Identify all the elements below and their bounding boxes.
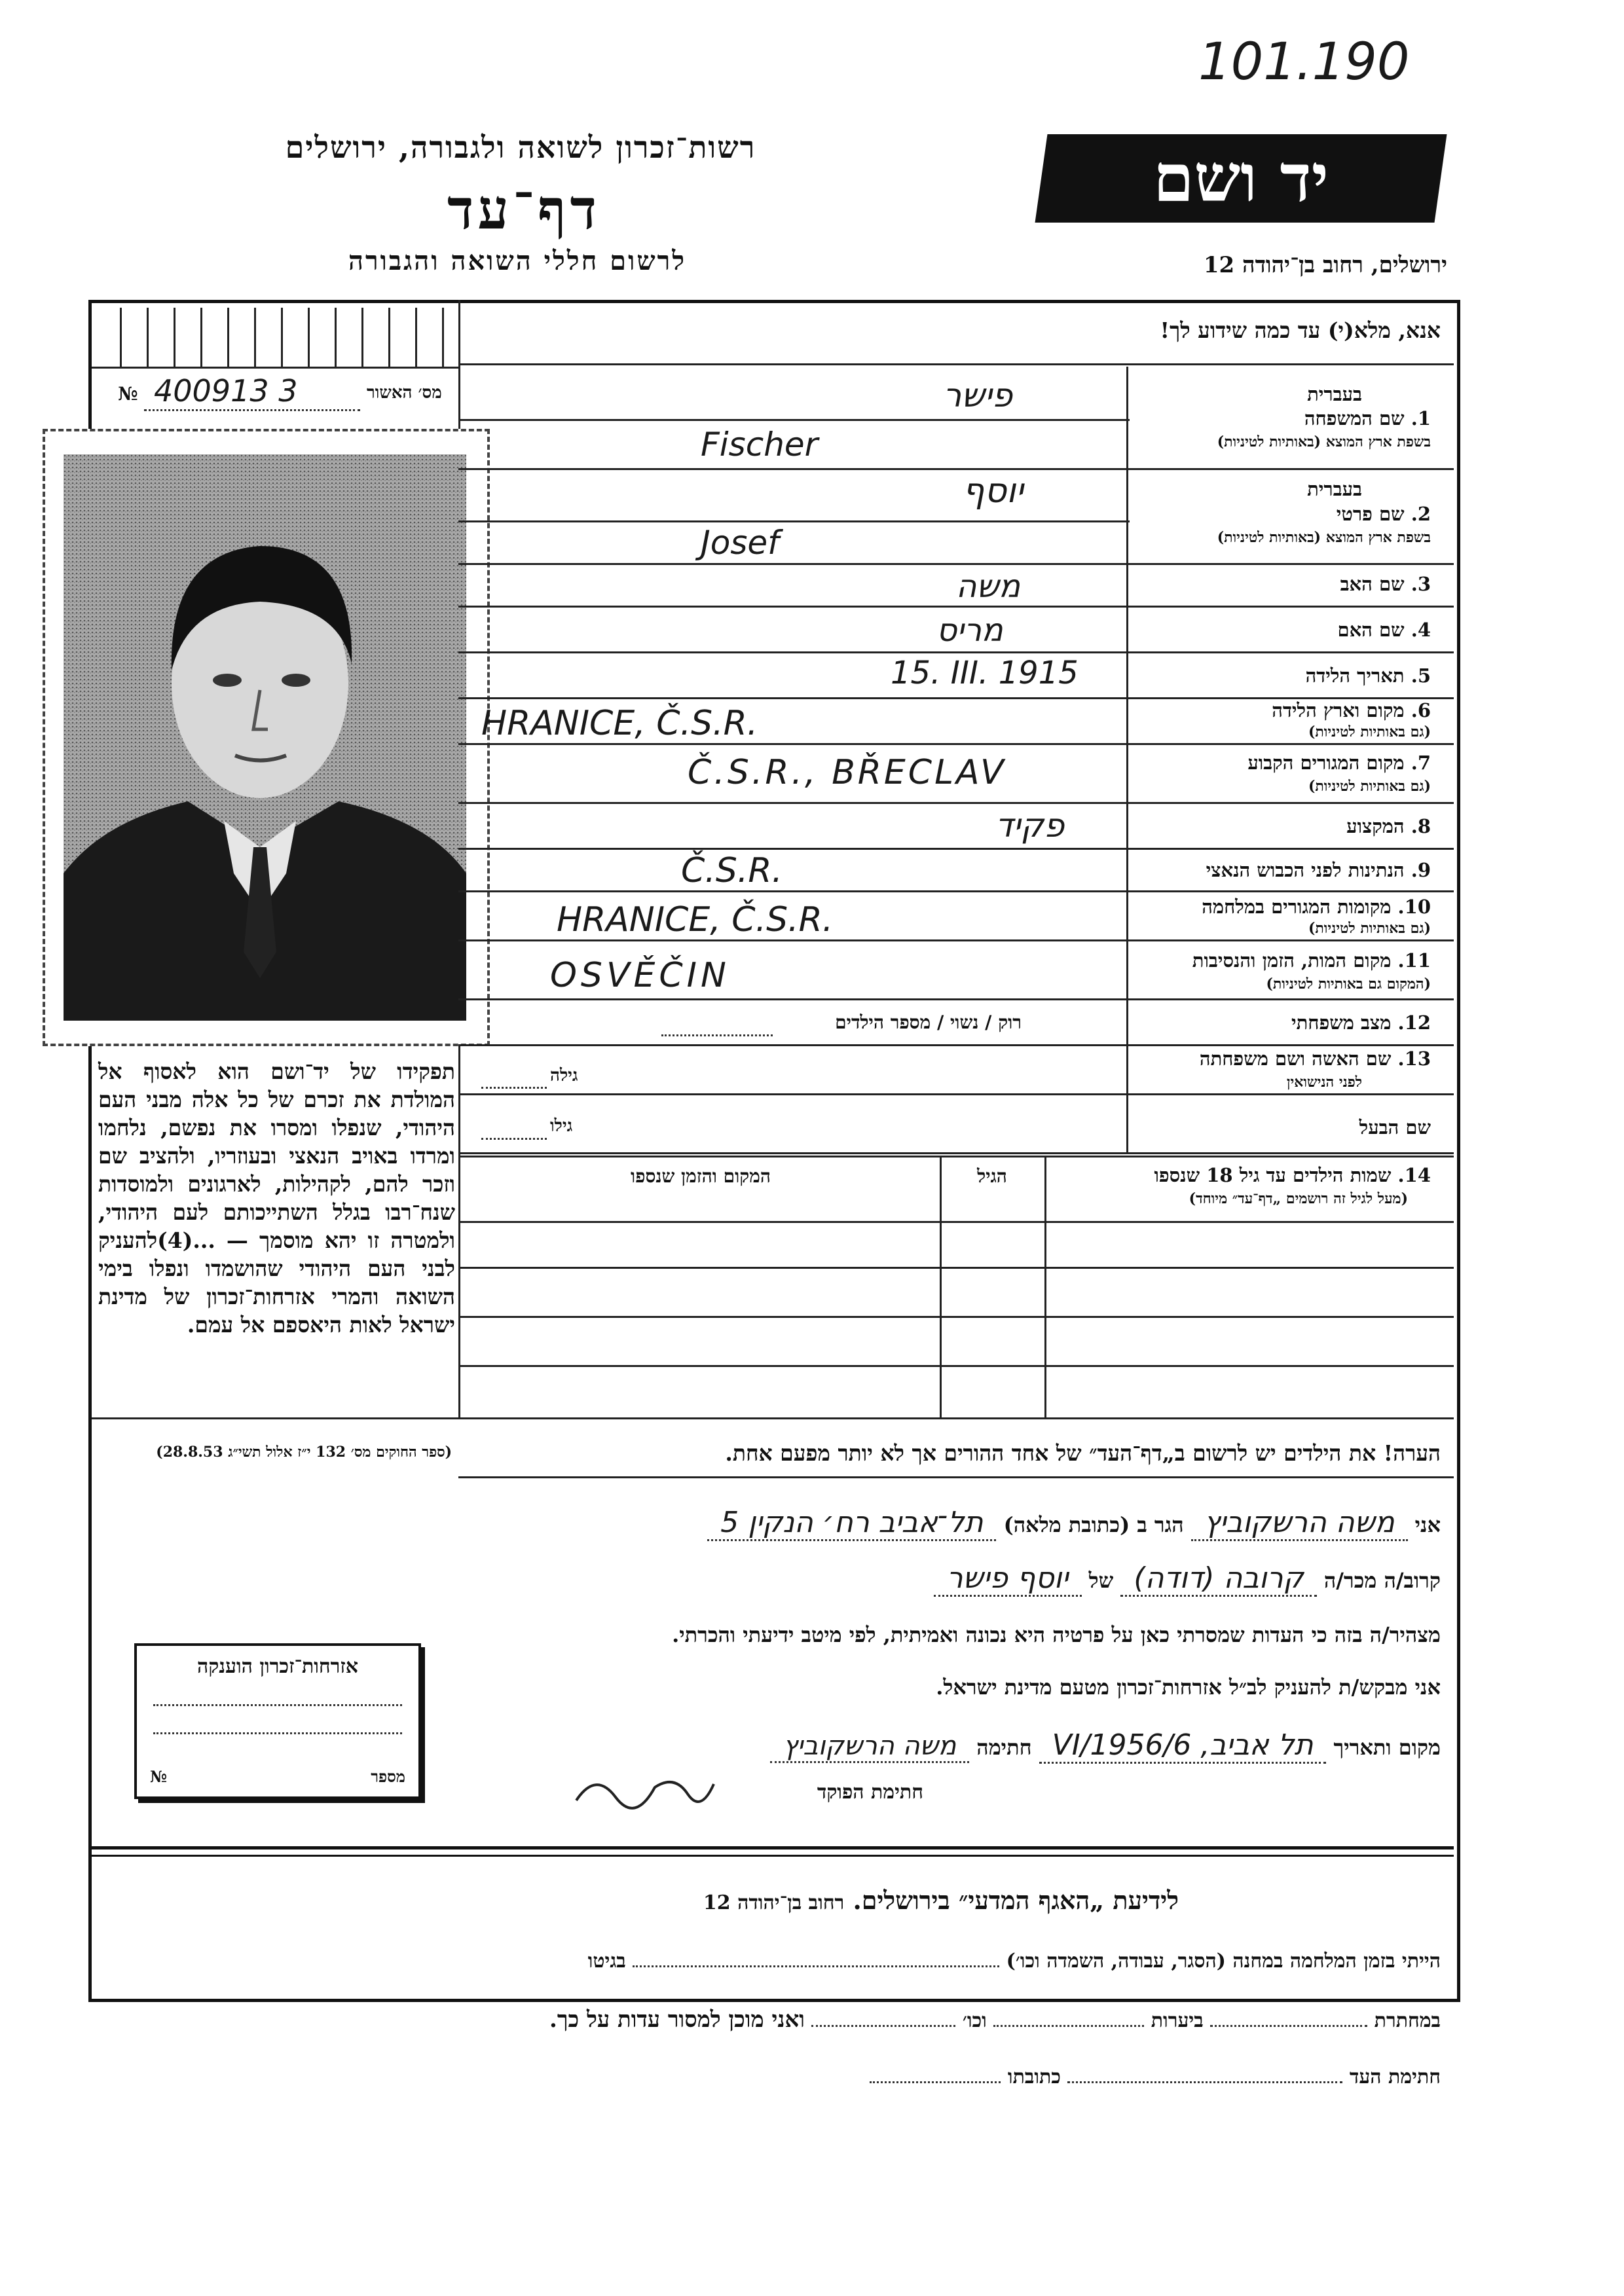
witness-line-2: במחתרת ביערות וכו׳ ואני מוכן למסור עדות על כך. xyxy=(549,2007,1441,2033)
field-1-label: 1. שם המשפחה xyxy=(1304,407,1431,429)
marital-status-options: רוק / נשוי / מספר הילדים xyxy=(835,1011,1022,1033)
field-4-label: 4. שם האם xyxy=(1337,619,1431,641)
officer-signature xyxy=(570,1768,720,1813)
victim-name[interactable]: יוסף פישר xyxy=(934,1561,1082,1597)
surname-latin-value[interactable]: Fischer xyxy=(701,426,819,464)
residence-value[interactable]: Č.S.R., BŘECLAV xyxy=(688,753,1006,792)
birth-place-value[interactable]: HRANICE, Č.S.R. xyxy=(481,704,758,743)
field-9-label: 9. הנתינות לפני הכבוש הנאצי xyxy=(1206,859,1431,881)
place-date-value[interactable]: תל אביב, 6/VI/1956 xyxy=(1039,1728,1327,1764)
wife-age-label: גילה xyxy=(550,1066,578,1085)
approval-no-mark: № xyxy=(118,383,138,405)
top-number: 101.190 xyxy=(1198,33,1410,92)
field-13-label: 13. שם האשה ושם משפחתה xyxy=(1199,1048,1431,1070)
witness-line-3: חתימת העד כתובתו xyxy=(655,2066,1441,2088)
field-12-label: 12. מצב משפחתי xyxy=(1291,1011,1431,1034)
children-col-names-sub: (מעל לגיל זה רושמים „דף־עד״ מיוחד) xyxy=(1189,1190,1408,1207)
officer-signature-label: חתימת הפוקד xyxy=(817,1781,923,1804)
declarant-signature[interactable]: משה הרשקוביץ xyxy=(770,1731,969,1763)
firstname-latin-value[interactable]: Josef xyxy=(701,524,779,562)
header-address: ירושלים, רחוב בן־יהודה 12 xyxy=(1203,252,1447,278)
field-2-sub: בשפת ארץ המוצא (באותיות לטיניות) xyxy=(1217,529,1431,546)
citizenship-box xyxy=(134,1643,421,1799)
officer-signature-scribble xyxy=(570,1768,720,1813)
approval-ticks xyxy=(95,308,462,367)
husband-label: שם הבעל xyxy=(1359,1116,1431,1139)
firstname-hebrew-value[interactable]: יוסף xyxy=(963,471,1024,511)
declarant-address[interactable]: תל־אביב רח׳ הנקין 5 xyxy=(707,1506,996,1541)
form-subtitle: לרשום חללי השואה והגבורה xyxy=(348,246,687,276)
logo-text: יד ושם xyxy=(1153,139,1329,217)
field-6-label: 6. מקום וארץ הלידה xyxy=(1272,699,1431,721)
field-7-sub: (גם באותיות לטיניות) xyxy=(1308,778,1431,795)
note: הערה! את הילדים יש לרשום ב„דף־העד״ של אחד ההורים אך לא יותר מפעם אחת. xyxy=(725,1440,1441,1466)
husband-age-label: גילו xyxy=(550,1116,573,1136)
authority-name: רשות־זכרון לשואה ולגבורה, ירושלים xyxy=(285,130,756,165)
war-residence-value[interactable]: HRANICE, Č.S.R. xyxy=(557,900,834,939)
death-place-value[interactable]: OSVĚČIN xyxy=(550,956,730,995)
field-11-label: 11. מקום המות, הזמן והנסיבות xyxy=(1192,949,1431,972)
declarant-name[interactable]: משה הרשקוביץ xyxy=(1191,1506,1408,1541)
witness-title: לידיעת „האגף המדעי״ בירושלים. רחוב בן־יהודה 12 xyxy=(703,1886,1179,1915)
field-3-label: 3. שם האב xyxy=(1340,573,1431,595)
birth-date-value[interactable]: 15. III. 1915 xyxy=(891,655,1079,691)
witness-line-1: הייתי בזמן המלחמה במחנה (הסגר, עבודה, השמדה וכו׳) בגיטו xyxy=(587,1950,1441,1973)
victim-portrait-photo xyxy=(64,454,466,1021)
relation-value[interactable]: קרובה (דודה) xyxy=(1120,1561,1316,1597)
nationality-value[interactable]: Č.S.R. xyxy=(681,851,783,890)
declaration-text: מצהיר/ה בזה כי העדות שמסרתי כאן על פרטיה היא נכונה ואמיתית, לפי מיטב ידיעתי והכרתי. xyxy=(672,1622,1441,1647)
request-text: אני מבקש/ת להעניק לב״ל אזרחות־זכרון מטעם מדינת ישראל. xyxy=(936,1675,1441,1700)
approval-label: מס׳ האשור xyxy=(367,383,442,403)
field-2-hebrew-tag: בעברית xyxy=(1307,478,1362,500)
children-col-age: הגיל xyxy=(977,1165,1007,1187)
form-title: דף־עד xyxy=(447,177,600,242)
approval-number: 400913 3 xyxy=(154,373,298,409)
citizenship-number-label: מספר xyxy=(371,1767,405,1786)
relation-line: קרוב/ה מכר/ה קרובה (דודה) של יוסף פישר xyxy=(589,1561,1441,1595)
yad-vashem-mission-text: תפקידו של יד־ושם הוא לאסוף אל המולדת את זכרם של כל אלה מבני העם היהודי, שנפלו ומסרו את נפשם, נלחמו ומרדו באויב הנאצי ובעוזריו, ולהציב שם וזכר להם, לקהילות, לארגונים ולמוסדות שנח־רבו בגלל השתייכותם לעם היהודי, ולמטרה זו יהא מוסמך — ...(4)להעניק לבני העם היהודי שהושמדו ונפלו בימי השואה והמרי אזרחות־זכרון של מדינת ישראל לאות היאספם אל עמם. xyxy=(98,1059,455,1338)
field-6-sub: (גם באותיות לטיניות) xyxy=(1308,723,1431,740)
photo-frame xyxy=(43,429,490,1046)
field-1-sub: בשפת ארץ המוצא (באותיות לטיניות) xyxy=(1217,433,1431,450)
yad-vashem-logo xyxy=(1035,134,1447,223)
field-7-label: 7. מקום המגורים הקבוע xyxy=(1247,752,1431,774)
field-2-label: 2. שם פרטי xyxy=(1336,503,1431,525)
children-col-place: המקום והזמן שנספו xyxy=(631,1165,771,1187)
field-1-hebrew-tag: בעברית xyxy=(1307,383,1362,405)
field-13-sub: לפני הנישואין xyxy=(1286,1074,1362,1091)
surname-hebrew-value[interactable]: פישר xyxy=(943,376,1013,414)
field-8-label: 8. המקצוע xyxy=(1346,815,1431,837)
field-11-sub: (המקום גם באותיות לטיניות) xyxy=(1266,975,1431,993)
citizenship-no-mark: № xyxy=(150,1767,168,1786)
field-5-label: 5. תאריך הלידה xyxy=(1305,665,1431,687)
field-10-sub: (גם באותיות לטיניות) xyxy=(1308,920,1431,937)
occupation-value[interactable]: פקיד xyxy=(995,807,1065,845)
instruction: אנא, מלא(י) עד כמה שידוע לך! xyxy=(1160,318,1441,343)
father-name-value[interactable]: משה xyxy=(956,568,1020,605)
place-date-line: מקום ותאריך תל אביב, 6/VI/1956 חתימה משה הרשקוביץ xyxy=(498,1728,1441,1762)
portrait-figure xyxy=(64,454,466,1021)
law-reference: (ספר החוקים מס׳ 132 י״ז אלול תשי״ג 28.8.53) xyxy=(156,1444,452,1461)
mother-name-value[interactable]: מריס xyxy=(936,612,1003,649)
children-col-names: 14. שמות הילדים עד גיל 18 שנספו xyxy=(1154,1164,1431,1186)
field-10-label: 10. מקומות המגורים במלחמה xyxy=(1202,896,1431,918)
citizenship-box-title: אזרחות־זכרון הוענקה xyxy=(196,1655,359,1678)
declarant-line: אני משה הרשקוביץ הגר ב (כתובת מלאה) תל־אביב רח׳ הנקין 5 xyxy=(471,1506,1441,1539)
